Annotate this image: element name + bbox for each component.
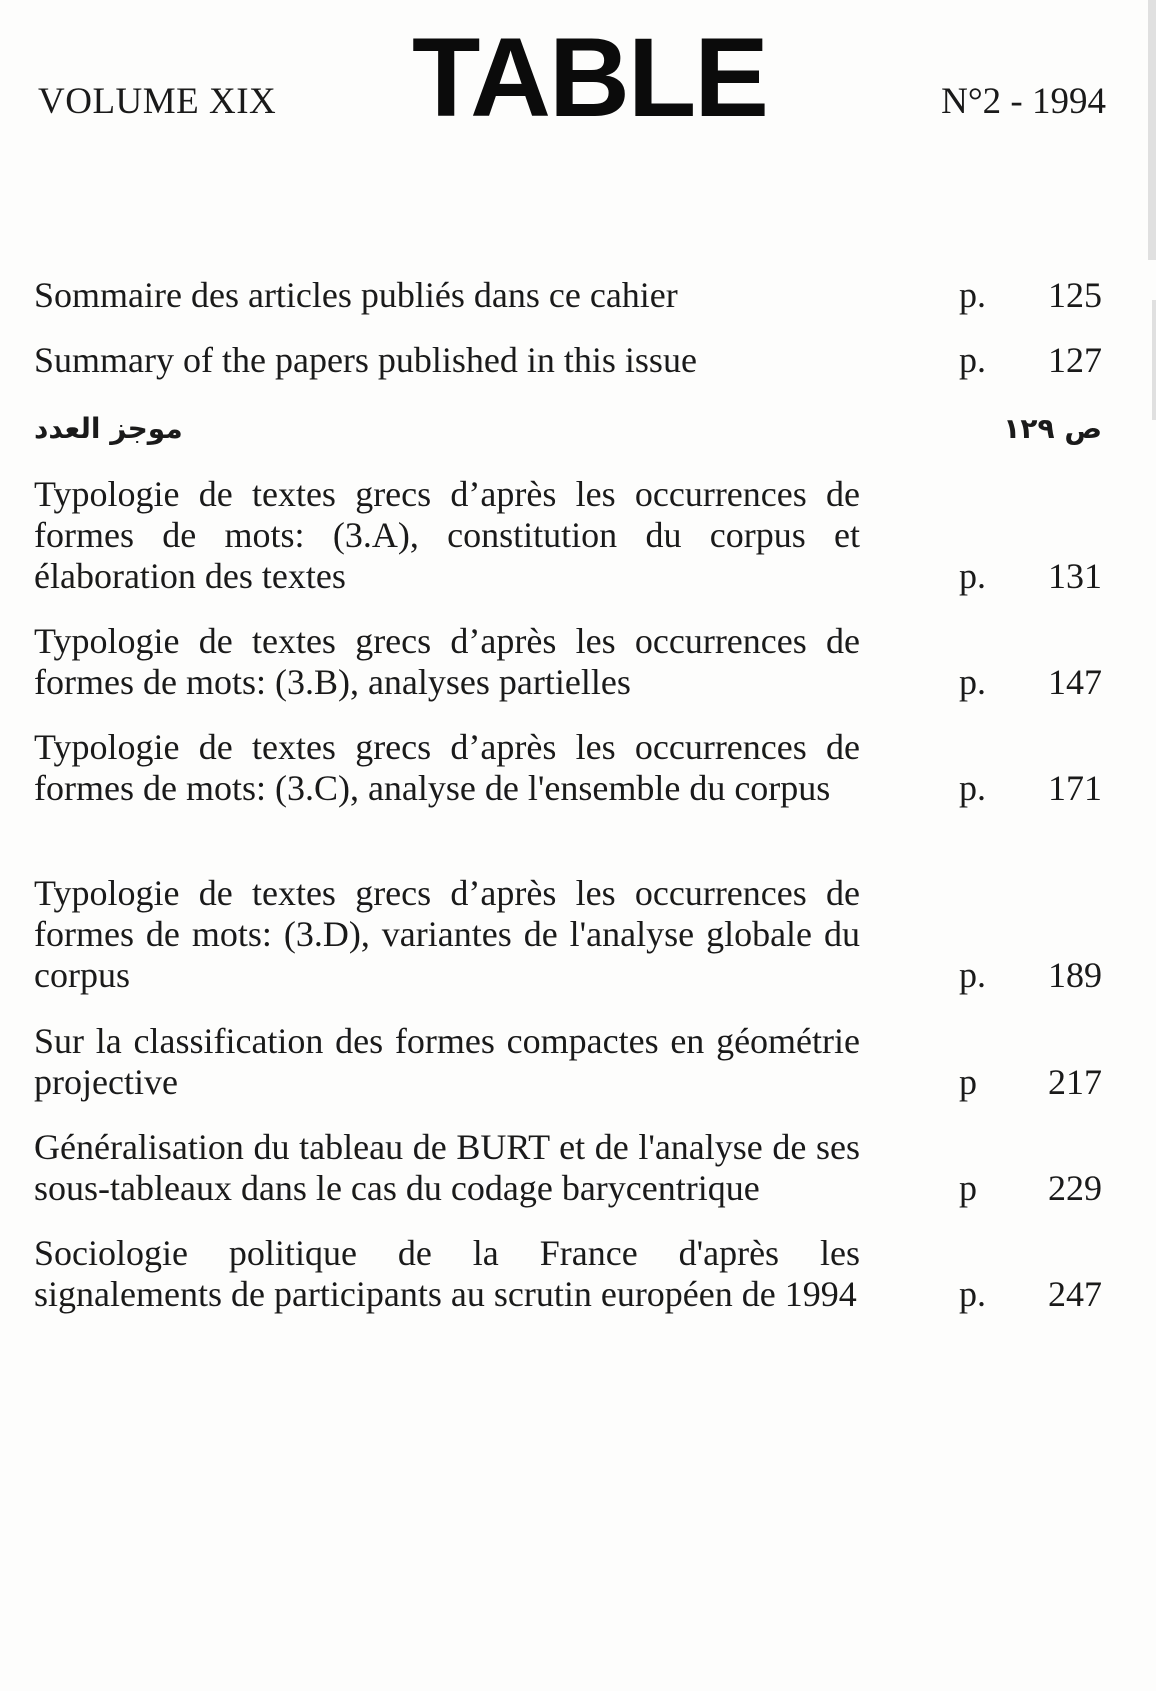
entry-title: Typologie de textes grecs d’après les occurrences de formes de mots: (3.D), variantes de l'analyse globale du corpus [34,873,860,995]
arabic-page-label: ص ١٢٩ [1003,412,1102,445]
page-number: 147 [1048,662,1102,702]
entry-title: Summary of the papers published in this issue [34,340,697,380]
page-number: 189 [1048,955,1102,995]
issue-number: N°2 - 1994 [941,81,1106,122]
page-number: 247 [1048,1274,1102,1314]
page-number: 229 [1048,1168,1102,1208]
page-number: 125 [1048,275,1102,315]
toc-entry [34,621,1124,703]
page-prefix: p. [959,955,986,995]
page-prefix: p. [959,556,986,596]
entry-title: Généralisation du tableau de BURT et de l'analyse de ses sous-tableaux dans le cas du codage barycentrique [34,1127,860,1208]
page-number: 127 [1048,340,1102,380]
toc-entry [34,275,1124,316]
page-prefix: p. [959,1274,986,1314]
toc-entry [34,1021,1124,1103]
entry-title: Typologie de textes grecs d’après les occurrences de formes de mots: (3.C), analyse de l'ensemble du corpus [34,727,860,808]
page-prefix: p. [959,275,986,315]
page-prefix: p. [959,662,986,702]
toc-entry [34,340,1124,381]
toc-entry-arabic [34,408,1124,449]
page-number: 131 [1048,556,1102,596]
toc-entry [34,873,1124,996]
scan-edge-mark [1148,0,1156,260]
toc-entry [34,474,1124,597]
entry-title: Sur la classification des formes compactes en géométrie projective [34,1021,860,1102]
toc-entry [34,727,1124,809]
page-prefix: p [959,1062,977,1102]
toc-entry [34,1127,1124,1209]
page-number: 217 [1048,1062,1102,1102]
entry-title: Typologie de textes grecs d’après les occurrences de formes de mots: (3.A), constitution du corpus et élaboration des textes [34,474,860,596]
entry-title: Sociologie politique de la France d'après les signalements de participants au scrutin européen de 1994 [34,1233,860,1314]
page-prefix: p. [959,768,986,808]
page-prefix: p [959,1168,977,1208]
toc-entry [34,1233,1124,1315]
page-prefix: p. [959,340,986,380]
entry-title: Typologie de textes grecs d’après les occurrences de formes de mots: (3.B), analyses partielles [34,621,860,702]
scan-edge-mark [1152,300,1156,420]
entry-title: Sommaire des articles publiés dans ce cahier [34,275,678,315]
arabic-entry-title: موجز العدد [34,412,183,445]
page-number: 171 [1048,768,1102,808]
page-title: TABLE [412,15,767,140]
volume-label: VOLUME XIX [38,81,277,122]
